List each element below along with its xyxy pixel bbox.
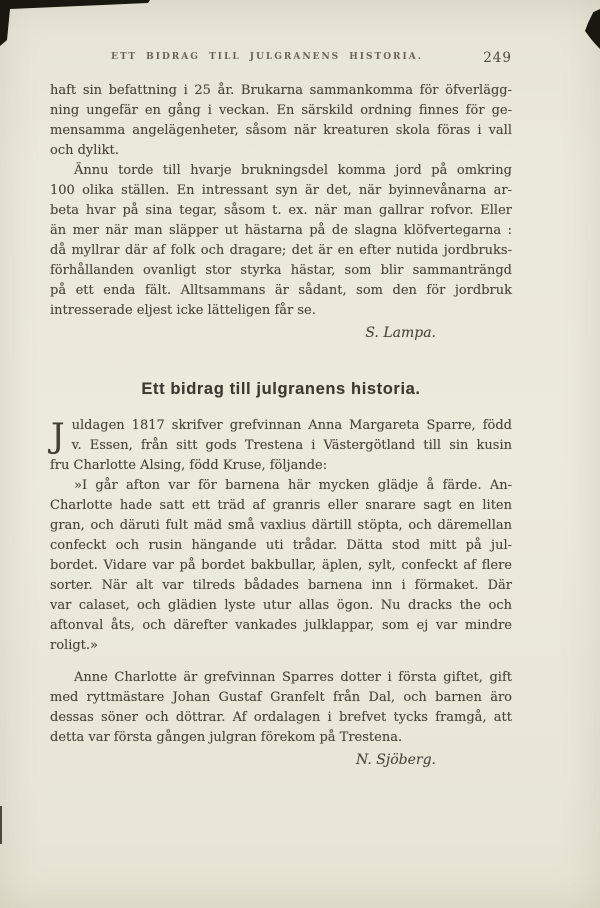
text-line: bordet. Vidare var på bordet bakbullar, äplen, sylt, confeckt af flere [50, 558, 512, 573]
text-line: beta hvar på sina tegar, såsom t. ex. när man gallrar rofvor. Eller [50, 203, 512, 218]
text-line: roligt.» [50, 638, 98, 653]
text-line: var calaset, och glädien lyste utur allas ögon. Nu dracks the och [50, 598, 512, 613]
text-line: med ryttmästare Johan Gustaf Granfelt från Dal, och barnen äro [50, 690, 512, 705]
page-number: 249 [483, 50, 512, 66]
text-line: uldagen 1817 skrifver grefvinnan Anna Margareta Sparre, född [71, 418, 512, 433]
paragraph [50, 161, 512, 321]
previous-article-end [50, 81, 512, 321]
text-line: Anne Charlotte är grefvinnan Sparres dotter i första giftet, gift [74, 670, 512, 685]
text-line: Ännu torde till hvarje brukningsdel komma jord på omkring [74, 163, 512, 178]
paragraph [50, 476, 512, 656]
paragraph [50, 81, 512, 161]
article-heading: Ett bidrag till julgranens historia. [141, 380, 421, 398]
text-line: fru Charlotte Alsing, född Kruse, följande: [50, 458, 328, 473]
page-header [50, 52, 512, 68]
text-line: mensamma angelägenheter, såsom när kreaturen skola föras i vall [50, 123, 512, 138]
text-line: dessas söner och döttrar. Af ordalagen i brefvet tycks framgå, att [50, 710, 512, 725]
text-line: och dylikt. [50, 143, 119, 158]
text-line: ning ungefär en gång i veckan. En särskild ordning finnes för ge- [50, 103, 512, 118]
text-line: sorter. När alt var tilreds bådades barnena inn i förmaket. Där [50, 578, 512, 593]
drop-cap: J [51, 416, 65, 456]
signature-previous-article: S. Lampa. [365, 325, 436, 341]
text-line: v. Essen, från sitt gods Trestena i Västergötland till sin kusin [71, 438, 512, 453]
signature-article: N. Sjöberg. [356, 752, 436, 768]
paragraph [50, 416, 512, 476]
text-line: då myllrar där af folk och dragare; det är en efter nutida jordbruks- [50, 243, 512, 258]
text-line: intresserade eljest icke lätteligen får se. [50, 303, 316, 318]
text-line: confeckt och rusin hängande uti trådar. Dätta stod mitt på jul- [50, 538, 512, 553]
text-line: på ett enda fält. Alltsammans är sådant, som den för jordbruk [50, 283, 512, 298]
text-line: detta var första gången julgran förekom på Trestena. [50, 730, 403, 745]
article-body [50, 416, 512, 748]
text-line: haft sin befattning i 25 år. Brukarna sammankomma för öfverlägg- [50, 83, 512, 98]
text-line: än mer när man släpper ut hästarna på de slagna klöfvertegarna : [50, 223, 512, 238]
text-line: gran, och däruti fult mäd små vaxlius därtill stöpta, och däremellan [50, 518, 512, 533]
text-line: Charlotte hade satt ett träd af granris eller snarare sagt en liten [50, 498, 512, 513]
text-line: förhållanden ovanligt stor styrka hästar, som blir sammanträngd [50, 263, 512, 278]
text-line: »I går afton var för barnena här mycken glädje å färde. An- [74, 478, 512, 493]
text-line: aftonval åts, och därefter vankades julklappar, som ej var mindre [50, 618, 512, 633]
running-header: ETT BIDRAG TILL JULGRANENS HISTORIA. [111, 52, 423, 62]
text-line: 100 olika ställen. En intressant syn är det, när byinnevånarna ar- [50, 183, 512, 198]
scan-artifact-left-edge [0, 806, 2, 844]
paragraph [50, 668, 512, 748]
